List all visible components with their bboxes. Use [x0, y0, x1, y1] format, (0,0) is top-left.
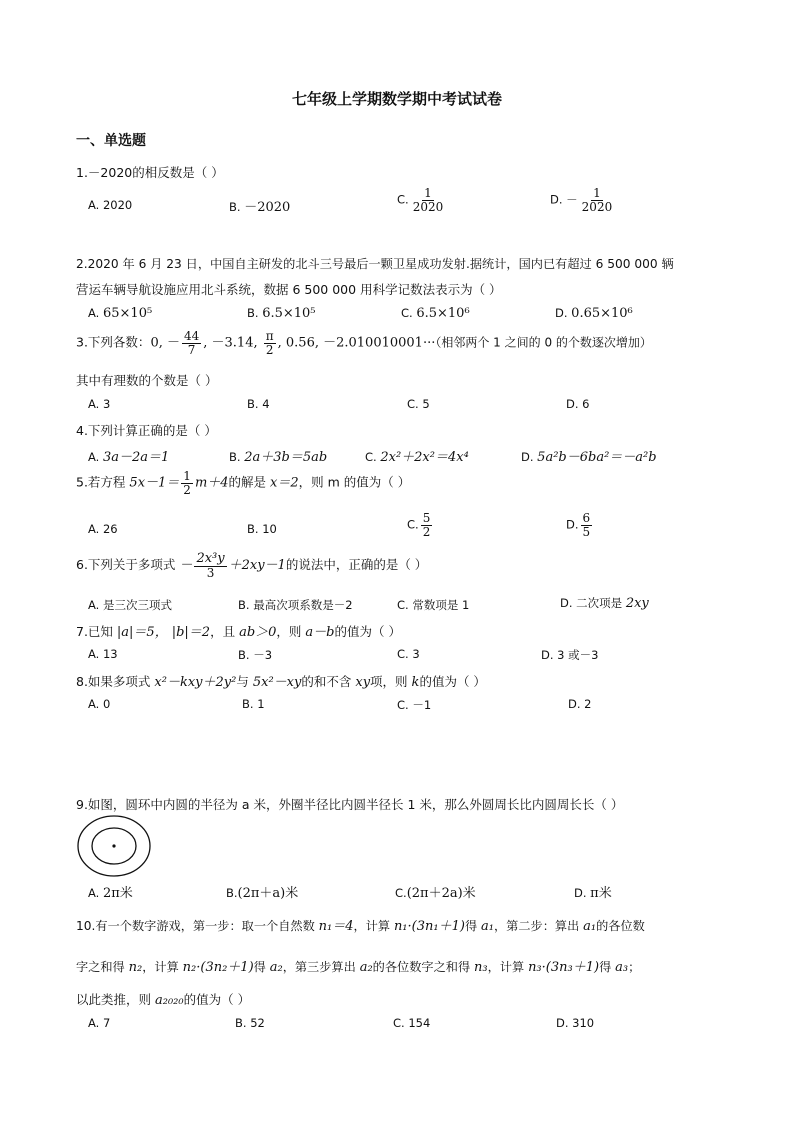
q2-option-c: C. 6.5×10⁶ [401, 306, 470, 321]
question-10-line-2: 字之和得 n₂，计算 n₂·(3n₂＋1)得 a₂，第三步算出 a₂的各位数字之和得 n₃，计算 n₃·(3n₃＋1)得 a₃； [76, 960, 641, 975]
q3-option-b: B. 4 [247, 397, 270, 411]
q9-option-c: C.(2π＋2a)米 [395, 886, 476, 901]
center-point [112, 844, 115, 847]
question-7-stem: 7.已知 |a|＝5， |b|＝2，且 ab＞0，则 a－b的值为（ ） [76, 624, 401, 640]
q1-option-d: D. － $\frac{1}{2020}$ [550, 186, 613, 214]
q6-option-c: C. 常数项是 1 [397, 598, 470, 612]
q1-option-c: C. $\frac{1}{2020}$ [397, 186, 444, 214]
q7-option-d: D. 3 或－3 [541, 648, 599, 662]
q3-option-c: C. 5 [407, 397, 430, 411]
q2-option-d: D. 0.65×10⁶ [555, 306, 633, 321]
q4-option-d: D. 5a²b－6ba²＝－a²b [521, 450, 657, 465]
q5-option-c: C. $\frac{5}{2}$ [407, 511, 431, 539]
question-5-stem: 5.若方程 5x－1＝ $\frac{1}{2}$ m＋4的解是 x＝2，则 m 的值为（ ） [76, 469, 411, 497]
q8-option-a: A. 0 [88, 697, 111, 711]
q8-option-b: B. 1 [242, 697, 265, 711]
question-3-line-1: 3.下列各数：0, － $\frac{44}{7}$ , －3.14, $\frac{\pi}{2}$ , 0.56, －2.010010001···（相邻两个 1 之间的 0 的个数逐次增加） [76, 329, 652, 357]
q9-option-d: D. π米 [574, 886, 612, 901]
section-heading: 一、单选题 [76, 133, 146, 149]
q3-option-a: A. 3 [88, 397, 111, 411]
q10-option-a: A. 7 [88, 1016, 111, 1030]
question-2-line-2: 营运车辆导航设施应用北斗系统，数据 6 500 000 用科学记数法表示为（ ） [76, 282, 502, 297]
q9-option-b: B.(2π＋a)米 [226, 886, 299, 901]
page-title: 七年级上学期数学期中考试试卷 [291, 90, 502, 108]
q3-option-d: D. 6 [566, 397, 590, 411]
question-8-stem: 8.如果多项式 x²－kxy＋2y²与 5x²－xy的和不含 xy项，则 k的值为（ ） [76, 674, 486, 690]
q7-option-b: B. －3 [238, 648, 273, 662]
q2-option-a: A. 65×10⁵ [88, 306, 153, 321]
question-6-stem: 6.下列关于多项式 － $\frac{\text{2x³y}}{3}$ ＋2xy－1的说法中，正确的是（ ） [76, 551, 428, 580]
question-4-stem: 4.下列计算正确的是（ ） [76, 423, 217, 438]
q8-option-c: C. －1 [397, 698, 432, 712]
q2-option-b: B. 6.5×10⁵ [247, 306, 316, 321]
question-3-line-2: 其中有理数的个数是（ ） [76, 373, 218, 388]
question-9-stem: 9.如图，圆环中内圆的半径为 a 米，外圈半径比内圆半径长 1 米，那么外圆周长比内圆周长长（ ） [76, 797, 624, 812]
q5-option-d: D. $\frac{6}{5}$ [566, 511, 591, 539]
q6-option-d: D. 二次项是 2xy [560, 596, 649, 611]
q7-option-a: A. 13 [88, 647, 118, 661]
question-1-stem: 1.－2020的相反数是（ ） [76, 165, 224, 180]
question-10-line-3: 以此类推，则 a₂₀₂₀的值为（ ） [76, 992, 251, 1008]
q1-option-a: A. 2020 [88, 198, 133, 212]
q4-option-c: C. 2x²＋2x²＝4x⁴ [365, 450, 469, 465]
q7-option-c: C. 3 [397, 647, 420, 661]
q10-option-d: D. 310 [556, 1016, 595, 1030]
q4-option-a: A. 3a－2a＝1 [88, 450, 170, 465]
q1-option-b: B. －2020 [229, 200, 291, 215]
q5-option-a: A. 26 [88, 522, 118, 536]
q9-option-a: A. 2π米 [88, 886, 133, 901]
q8-option-d: D. 2 [568, 697, 592, 711]
question-2-line-1: 2.2020 年 6 月 23 日，中国自主研发的北斗三号最后一颗卫星成功发射.据统计，国内已有超过 6 500 000 辆 [76, 257, 674, 271]
q6-option-a: A. 是三次三项式 [88, 598, 172, 612]
question-10-line-1: 10.有一个数字游戏，第一步：取一个自然数 n₁＝4，计算 n₁·(3n₁＋1)得 a₁，第二步：算出 a₁的各位数 [76, 919, 645, 934]
q10-option-c: C. 154 [393, 1016, 431, 1030]
q6-option-b: B. 最高次项系数是－2 [238, 598, 353, 612]
q4-option-b: B. 2a＋3b＝5ab [229, 450, 328, 465]
q5-option-b: B. 10 [247, 522, 277, 536]
q10-option-b: B. 52 [235, 1016, 265, 1030]
ring-figure [76, 814, 152, 878]
